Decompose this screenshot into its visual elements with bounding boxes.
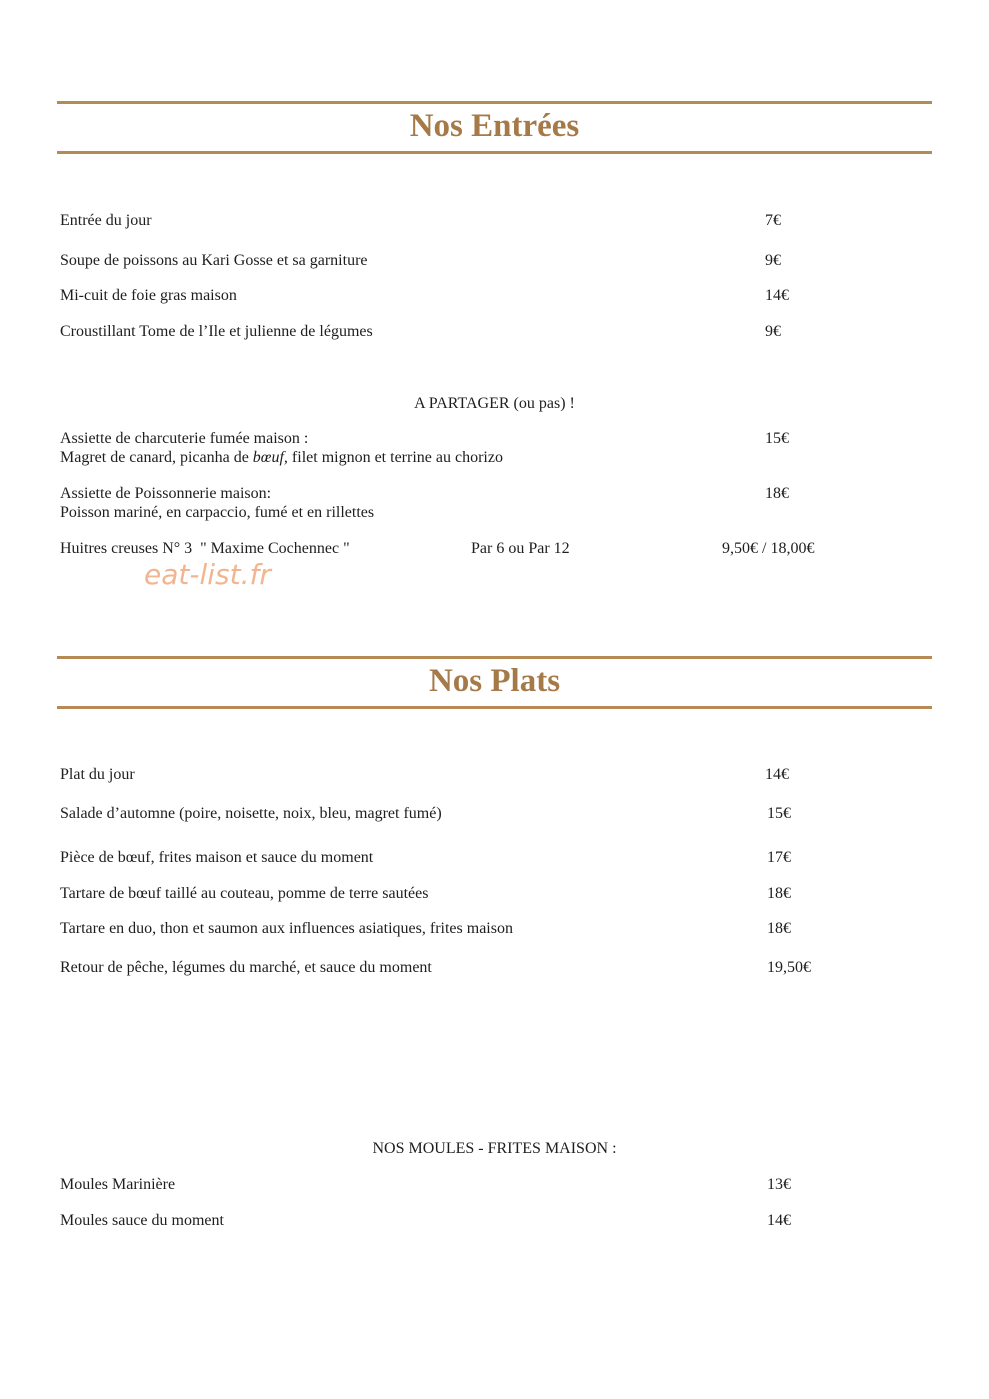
menu-item-name: Soupe de poissons au Kari Gosse et sa garniture	[60, 252, 368, 269]
entrees-top-rule	[57, 101, 932, 104]
huitres-name: Huitres creuses N° 3 " Maxime Cochennec "	[60, 540, 350, 557]
menu-item-price: 14€	[765, 766, 789, 783]
menu-item-price: 7€	[765, 212, 781, 229]
menu-item-price: 15€	[767, 805, 791, 822]
poissonnerie-name: Assiette de Poissonnerie maison:	[60, 485, 272, 502]
watermark: eat-list.fr	[144, 558, 271, 591]
poissonnerie-price: 18€	[765, 485, 789, 502]
menu-item-price: 14€	[767, 1212, 791, 1229]
moules-heading: NOS MOULES - FRITES MAISON :	[372, 1140, 617, 1157]
menu-item-price: 18€	[767, 885, 791, 902]
menu-item-price: 17€	[767, 849, 791, 866]
menu-item-name: Mi-cuit de foie gras maison	[60, 287, 237, 304]
poissonnerie-description: Poisson mariné, en carpaccio, fumé et en rillettes	[60, 504, 375, 521]
menu-item-name: Tartare en duo, thon et saumon aux influences asiatiques, frites maison	[60, 920, 513, 937]
menu-item-price: 18€	[767, 920, 791, 937]
menu-item-name: Entrée du jour	[60, 212, 152, 229]
menu-item-price: 13€	[767, 1176, 791, 1193]
entrees-bottom-rule	[57, 151, 932, 154]
charcuterie-name: Assiette de charcuterie fumée maison :	[60, 430, 309, 447]
menu-item-price: 14€	[765, 287, 789, 304]
menu-item-name: Pièce de bœuf, frites maison et sauce du moment	[60, 849, 374, 866]
charcuterie-price: 15€	[765, 430, 789, 447]
menu-item-name: Moules sauce du moment	[60, 1212, 224, 1229]
menu-item-name: Croustillant Tome de l’Ile et julienne de légumes	[60, 323, 373, 340]
plats-top-rule	[57, 656, 932, 659]
charcuterie-description: Magret de canard, picanha de bœuf, filet mignon et terrine au chorizo	[60, 449, 503, 466]
huitres-price: 9,50€ / 18,00€	[722, 540, 815, 557]
menu-item-price: 9€	[765, 252, 781, 269]
menu-item-name: Moules Marinière	[60, 1176, 176, 1193]
menu-item-name: Plat du jour	[60, 766, 135, 783]
plats-heading: Nos Plats	[428, 663, 561, 699]
partager-heading: A PARTAGER (ou pas) !	[414, 395, 575, 412]
menu-item-name: Tartare de bœuf taillé au couteau, pomme de terre sautées	[60, 885, 429, 902]
menu-item-price: 19,50€	[767, 959, 811, 976]
menu-item-name: Retour de pêche, légumes du marché, et sauce du moment	[60, 959, 432, 976]
plats-bottom-rule	[57, 706, 932, 709]
menu-item-price: 9€	[765, 323, 781, 340]
huitres-quantity: Par 6 ou Par 12	[471, 540, 570, 557]
entrees-heading: Nos Entrées	[409, 108, 580, 144]
menu-item-name: Salade d’automne (poire, noisette, noix, bleu, magret fumé)	[60, 805, 442, 822]
